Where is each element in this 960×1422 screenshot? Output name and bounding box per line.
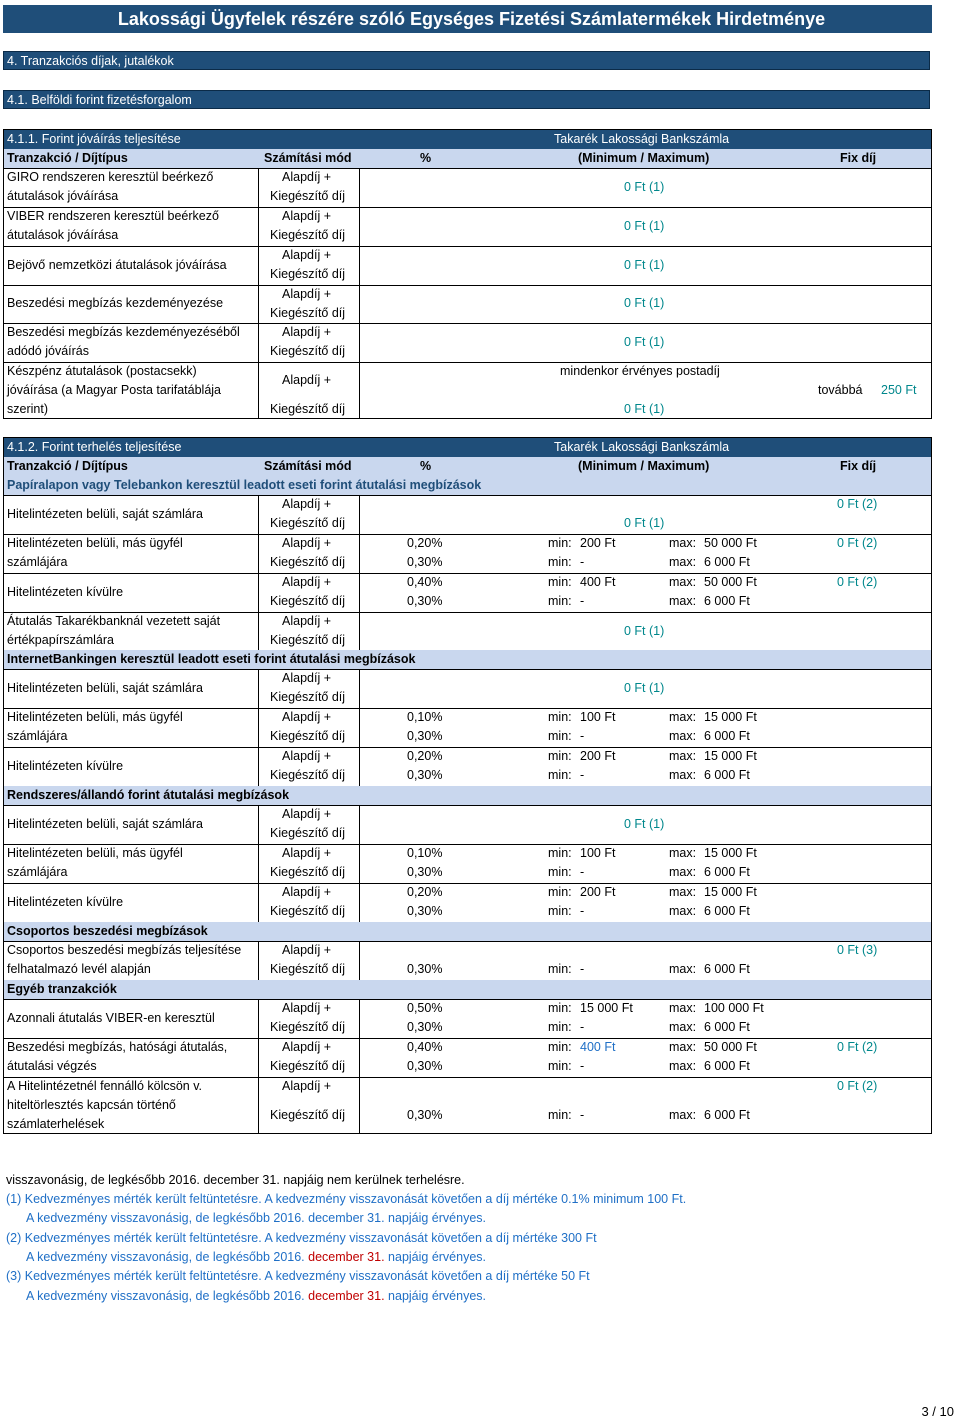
fee-value: 250 Ft (881, 383, 917, 397)
debit-table: 4.1.2. Forint terhelés teljesítése Takarék Lakossági Bankszámla Tranzakció / Díjtípus Számítási mód % (Minimum / Maximum) Fix díj Papíralapon vagy Telebankon keresztül leadott eseti forint átutalási megbízások Hitelintézeten belüli, saját számlára Alapdíj + Kiegészítő díj 0 Ft (2) 0 Ft (1) Hitelintézeten belüli, más ügyfél számlájára Alapdíj + Kiegészítő díj 0,20% min: 200 Ft max: 50 000 Ft 0 Ft (2) 0,30% min: - max: 6 000 Ft Hitelintézeten kívülre Alapdíj + Kiegészítő díj 0,40% min: 400 Ft max: 50 000 Ft 0 Ft (2) 0,30% min: - max: 6 000 Ft Átutalás Takarékbanknál vezetett saját értékpapírszámlára Alapdíj + Kiegészítő díj 0 Ft (1) InternetBankingen keresztül leadott eseti forint átutalási megbízások Hitelintézeten belüli, saját számlára Alapdíj + Kiegészítő díj 0 Ft (1) Hitelintézeten belüli, más ügyfél számlájára Alapdíj + Kiegészítő díj 0,10% min: 100 Ft max: 15 000 Ft 0,30% min: - max: 6 000 Ft Hitelintézeten kívülre Alapdíj + Kiegészítő díj 0,20% min: 200 Ft max: 15 000 Ft 0,30% min: - max: 6 000 Ft Rendszeres/állandó forint átutalási megbízások Hitelintézeten belüli, saját számlára Alapdíj + Kiegészítő díj 0 Ft (1) Hitelintézeten belüli, más ügyfél számlájára Alapdíj + Kiegészítő díj 0,10% min: 100 Ft max: 15 000 Ft 0,30% min: - max: 6 000 Ft Hitelintézeten kívülre Alapdíj + Kiegészítő díj 0,20% min: 200 Ft max: 15 000 Ft 0,30% min: - max: 6 000 Ft Csoportos beszedési megbízások Csoportos beszedési megbízás teljesítése felhatalmazó levél alapján Alapdíj + Kiegészítő díj 0 Ft (3) 0,30% min: - max: 6 000 Ft Egyéb tranzakciók Azonnali átutalás VIBER-en keresztül Alapdíj + Kiegészítő díj 0,50% min: 15 000 Ft max: 100 000 Ft 0,30% min: - max: 6 000 Ft Beszedési megbízás, hatósági átutalás, átutalási végzés Alapdíj + Kiegészítő díj 0,40% min: 400 Ft max: 50 000 Ft 0 Ft (2) 0,30% min: - max: 6 000 Ft A Hitelintézetnél fennálló kölcsön v. hiteltörlesztés kapcsán történő számlaterhelések Alapdíj + Kiegészítő díj 0 Ft (2) 0,30% min: - max: 6 000 Ft (3, 437, 932, 1134)
col-header-type: Tranzakció / Díjtípus (7, 151, 128, 165)
debit-table-product: Takarék Lakossági Bankszámla (554, 440, 730, 454)
fee-value: 0 Ft (2) (837, 1079, 878, 1093)
fee-value: 0 Ft (1) (624, 681, 665, 695)
document-title: Lakossági Ügyfelek részére szóló Egységes Fizetési Számlatermékek Hirdetménye (117, 9, 826, 29)
fee-value: 0 Ft (1) (624, 219, 665, 233)
group-header-other: Egyéb tranzakciók (4, 980, 931, 999)
debit-table-header-row: Tranzakció / Díjtípus Számítási mód % (Minimum / Maximum) Fix díj (4, 457, 931, 476)
credit-table-title-row (4, 130, 931, 149)
fee-value: 0 Ft (1) (624, 296, 665, 310)
credit-table: 4.1.1. Forint jóváírás teljesítése Takarék Lakossági Bankszámla Tranzakció / Díjtípus Számítási mód % (Minimum / Maximum) Fix díj GIRO rendszeren keresztül beérkező átutalások jóváírása Alapdíj + Kiegészítő díj 0 Ft (1) VIBER rendszeren keresztül beérkező átutalások jóváírása Alapdíj + Kiegészítő díj 0 Ft (1) Bejövő nemzetközi átutalások jóváírása Alapdíj + Kiegészítő díj 0 Ft (1) Beszedési megbízás kezdeményezése Alapdíj + Kiegészítő díj 0 Ft (1) Beszedési megbízás kezdeményezéséből adódó jóváírás Alapdíj + Kiegészítő díj 0 Ft (1) Készpénz átutalások (postacsekk) jóváírása (a Magyar Posta tarifatáblája szerint) Alapdíj + Kiegészítő díj mindenkor érvényes postadíj továbbá 250 Ft 0 Ft (1) (3, 129, 932, 419)
fee-value: 0 Ft (2) (837, 497, 878, 511)
col-header-minmax: (Minimum / Maximum) (578, 151, 710, 165)
fee-value: 0 Ft (3) (837, 943, 878, 957)
page-number: 3 / 10 (921, 1404, 954, 1419)
credit-table-title: 4.1.1. Forint jóváírás teljesítése (7, 132, 181, 146)
debit-table-title-row (4, 438, 931, 457)
fee-value: 0 Ft (1) (624, 180, 665, 194)
document-title-bar (3, 5, 932, 33)
footnote-3-validity: A kedvezmény visszavonásig, de legkésőbb 2016. december 31. napjáig érvényes. (26, 1289, 487, 1303)
footnote-1-validity: A kedvezmény visszavonásig, de legkésőbb 2016. december 31. napjáig érvényes. (26, 1211, 487, 1225)
fee-value: 0 Ft (2) (837, 575, 878, 589)
group-header-collective: Csoportos beszedési megbízások (4, 922, 931, 941)
col-header-fix: Fix díj (840, 151, 877, 165)
fee-value: 0 Ft (1) (624, 335, 665, 349)
footnote-2-validity: A kedvezmény visszavonásig, de legkésőbb 2016. december 31. napjáig érvényes. (26, 1250, 487, 1264)
fee-value: 0 Ft (2) (837, 536, 878, 550)
group-header-paper: Papíralapon vagy Telebankon keresztül leadott eseti forint átutalási megbízások (4, 476, 931, 495)
col-header-pct: % (420, 151, 432, 165)
footnote-intro: visszavonásig, de legkésőbb 2016. december 31. napjáig nem kerülnek terhelésre. (6, 1173, 465, 1187)
col-header-mode: Számítási mód (264, 151, 352, 165)
fee-value: 0 Ft (1) (624, 402, 665, 416)
fee-value: 0 Ft (1) (624, 817, 665, 831)
debit-table-title: 4.1.2. Forint terhelés teljesítése (7, 440, 182, 454)
fee-value: 0 Ft (1) (624, 624, 665, 638)
credit-table-header-row (4, 149, 931, 168)
section-4-1-heading: 4.1. Belföldi forint fizetésforgalom (3, 90, 930, 109)
fee-value: 0 Ft (2) (837, 1040, 878, 1054)
footnote-3: (3) Kedvezményes mérték került feltüntetésre. A kedvezmény visszavonását követően a díj mértéke 50 Ft (6, 1269, 590, 1283)
footnote-1: (1) Kedvezményes mérték került feltüntetésre. A kedvezmény visszavonását követően a díj mértéke 0.1% minimum 100 Ft. (6, 1192, 687, 1206)
section-4-heading: 4. Tranzakciós díjak, jutalékok (3, 51, 930, 70)
footnote-2: (2) Kedvezményes mérték került feltüntetésre. A kedvezmény visszavonását követően a díj mértéke 300 Ft (6, 1231, 597, 1245)
fee-value: 0 Ft (1) (624, 258, 665, 272)
fee-value: 0 Ft (1) (624, 516, 665, 530)
group-header-regular: Rendszeres/állandó forint átutalási megbízások (4, 786, 931, 805)
credit-table-product: Takarék Lakossági Bankszámla (554, 132, 730, 146)
group-header-internetbanking: InternetBankingen keresztül leadott eseti forint átutalási megbízások (4, 650, 931, 669)
